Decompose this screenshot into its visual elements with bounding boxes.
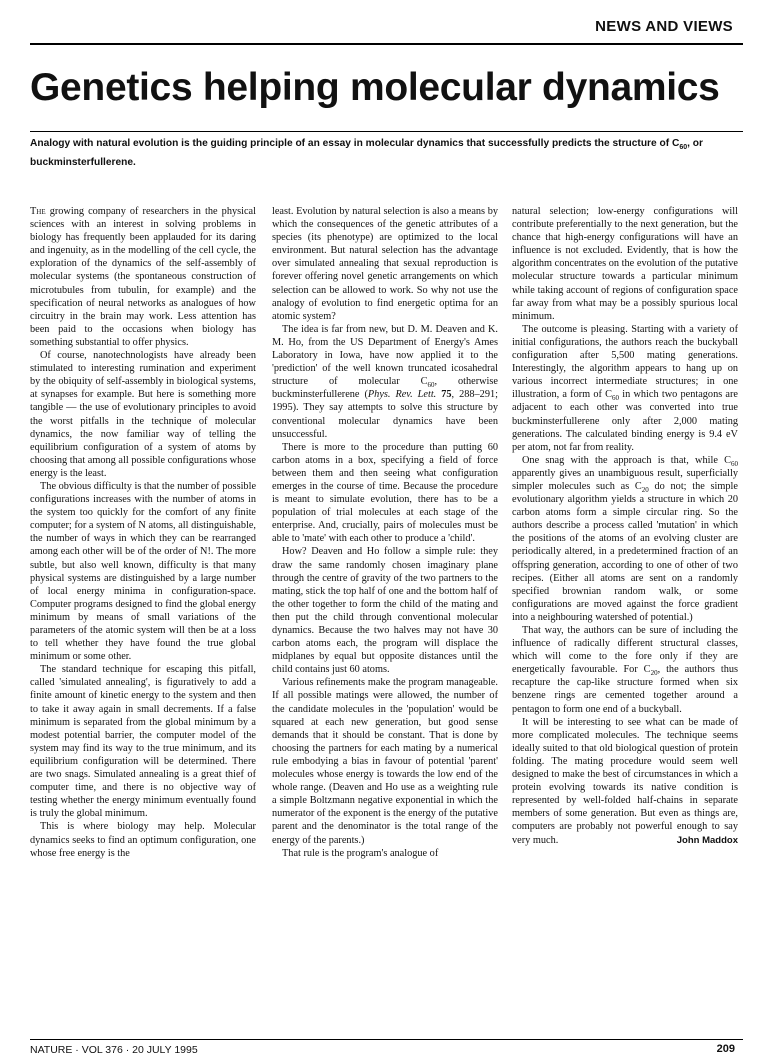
top-rule (30, 43, 743, 45)
subscript: 60 (427, 381, 435, 390)
paragraph (512, 454, 738, 624)
paragraph: The obvious difficulty is that the number of possible configurations increases with the number of atoms in the system too quickly for the comfort of any finite computer; for a system of N atoms, all distinguishable, the number of ways in which they can be rearranged among each other will be of the order of N!. The more subtle, but also well known, difficulty is that many physical systems are distinguished by a large number of local energy minima in configuration-space. Computer programs designed to find the global energy minimum by means of small variations of the parameters of the atomic system will then be at a loss to tell whether they have found the true global minimum or some other. (30, 480, 256, 663)
paragraph (272, 323, 498, 441)
subscript: 60 (612, 394, 620, 403)
paragraph: Of course, nanotechnologists have already been stimulated to interesting rumination and experiment by the obiquity of self-assembly in biological systems, at synapses for example. But here is something more tangible — the use of evolutionary principles to avoid the worst pitfalls in the technique of molecular dynamics, the now familiar way of telling the equilibrium configuration of a system of atoms by choosing that among all possible configurations whose energy is the least. (30, 350, 256, 479)
paragraph-text: apparently gives an unambiguous result, superficially simpler molecules such as C (512, 467, 738, 492)
citation-volume: 75 (436, 389, 452, 401)
paragraph: How? Deaven and Ho follow a simple rule: they draw the same randomly chosen imaginary plane through the centre of gravity of the two partners to the mating, stick the top half of one and the bottom half of the other together to form the child of the mating and then put the child through conventional molecular dynamics. Because the two halves may not have 30 carbon atoms each, the program will displace the midplanes by equal but opposite distances until the child contains just 60 atoms. (272, 546, 498, 676)
journal-citation: NATURE · VOL 376 · 20 JULY 1995 (30, 1044, 198, 1056)
article-column-1 (30, 205, 256, 1020)
subscript: 20 (641, 486, 649, 495)
drop-cap-word: The (30, 206, 46, 217)
paragraph (512, 624, 738, 716)
paragraph: There is more to the procedure than putting 60 carbon atoms in a box, specifying a field of force between them and then seeing what configuration emerges in the course of time. Because the procedure is meant to simulate evolution, there has to be a population of trial molecules at each stage of the enterprise. And, crucially, pairs of molecules must be able to 'mate' with each other to produce a 'child'. (272, 441, 498, 545)
paragraph: Various refinements make the program manageable. If all possible matings were allowed, the number of the candidate molecules in the 'population' would be squared at each new generation, but good sense demands that it should be constant. That is done by choosing the partners for each mating by a numerical rule embodying a bias in favour of potential 'parent' molecules whose energy is towards the low end of the whole range. (Deaven and Ho use as a weighting rule a simple Boltzmann negative exponential in which the numerator of the exponent is the energy of the putative parent and the denominator is the total range of the energy of the parents.) (272, 677, 498, 846)
paragraph: That rule is the program's analogue of (282, 847, 439, 859)
paragraph-text: One snag with the approach is that, while C (522, 454, 731, 466)
standfirst-subscript: 60 (679, 144, 688, 152)
paragraph-text: do not; the simple evolutionary algorithm yields a structure in which 20 carbon atoms form a simple circular ring. So the authors describe a process called 'mutation' in which the positions of the atoms of an evolving cluster are periodically altered, in a predetermined fraction of an offspring generation, according to one of other of two recipes. (Either all atoms are sent on a randomly specified brownian random walk, or some configurations are moved against the force gradient into a neighbouring watershed of potential.) (512, 480, 738, 623)
paragraph-text: growing company of researchers in the physical sciences with an interest in solving problems in biology has frequently been applauded for its daring and ingenuity, as in the modelling of the cell cycle, the exploration of the dynamics of the self-assembly of molecular systems (the spontaneous construction of microtubules from tubulin, for example) and the specification of neural networks as analogues of how circuitry in the brain may work. Less attention has been paid to the occasions when biology has something substantial to offer physics. (30, 206, 256, 348)
citation-journal: Phys. Rev. Lett. (367, 389, 437, 401)
paragraph-text: That way, the authors can be sure of including the influence of radically different structural classes, which will come to the fore only if they are energetically favourable. For C (512, 625, 738, 676)
standfirst-text: Analogy with natural evolution is the guiding principle of an essay in molecular dynamics that successfully predicts the structure of C (30, 138, 680, 149)
paragraph-text: The idea is far from new, but D. M. Deaven and K. M. Ho, from the US Department of Energy's Ames Laboratory in Iowa, have now applied it to the 'prediction' of the well known truncated icosahedral structure of molecular C (272, 323, 498, 388)
paragraph-text: , 288–291; 1995). They say attempts to solve this structure by conventional molecular dynamics have been unsuccessful. (272, 389, 498, 440)
subscript: 20 (650, 669, 658, 678)
headline: Genetics helping molecular dynamics (30, 66, 720, 109)
headline-rule (30, 131, 743, 132)
paragraph (512, 716, 738, 847)
paragraph-text: It will be interesting to see what can be made of more complicated molecules. The technique seems ideally suited to that old biological question of protein folding. The mating procedure would seem well designed to make the best of circumstances in which a protein evolving towards its native condition is represented by well-folded half-chains in separate members of some generation. But even as things are, computers are probably not powerful enough to say very much. (512, 716, 738, 846)
footer-rule (30, 1039, 743, 1040)
paragraph-text: , the authors thus recapture the cap-like structure formed when six benzene rings are cemented together around a pentagon to form one end of a buckyball. (512, 664, 738, 715)
paragraph-text: The outcome is pleasing. Starting with a variety of initial configurations, the authors reach the buckyball configuration after 5,500 mating generations. Interestingly, the algorithm appears to hang up on various incorrect intermediate structures; in one illustration, a form of C (512, 323, 738, 401)
paragraph (30, 205, 256, 349)
paragraph (512, 323, 738, 454)
subscript: 60 (731, 459, 738, 468)
section-label: NEWS AND VIEWS (595, 18, 733, 35)
paragraph: This is where biology may help. Molecular dynamics seeks to find an optimum configuration, one whose free energy is the (30, 821, 256, 859)
standfirst-text-end: , or buckminsterfullerene. (30, 138, 703, 168)
article-column-2 (272, 205, 498, 1020)
standfirst (30, 137, 740, 170)
paragraph: The standard technique for escaping this pitfall, called 'simulated annealing', is figuratively to add a finite amount of kinetic energy to the system and then to take it away again in small decrements. If a false minimum is separated from the global minimum by a modest potential barrier, the computer model of the system may find its way to the true minimum, and its equilibrium configuration will be determined. There are two snags. Simulated annealing is a great thief of computer time, and there is no objective way of testing whether the energy minimum eventually found is truly the global minimum. (30, 664, 256, 820)
paragraph-text: in which two pentagons are adjacent to each other was converted into true buckminsterfullerene only after 2,000 mating generations. The calculated binding energy is 9.4 eV per atom, not far from reality. (512, 389, 738, 453)
paragraph: least. Evolution by natural selection is also a means by which the consequences of the genetic attributes of a species (its phenotype) are optimized to the local environment. But natural selection has the advantage over simulated annealing that sexual reproduction is forever offering novel genetic arrangements on which selection can be allowed to work. So why not use the analogy of evolution to find energetic optima for an atomic system? (272, 206, 498, 322)
paragraph-text: , otherwise buckminsterfullerene ( (272, 376, 498, 401)
paragraph: natural selection; low-energy configurations will contribute preferentially to the next generation, but the chance that high-energy configurations will have an influence is not excluded. Evidently, that is how the algorithm concentrates on the evolution of the putative molecular structure towards a particular minimum while taking account of regions of configuration space far away from what may be a possibly spurious local minimum. (512, 206, 738, 322)
article-column-3 (512, 205, 738, 1020)
byline: John Maddox (676, 834, 738, 846)
page-number: 209 (716, 1043, 735, 1055)
